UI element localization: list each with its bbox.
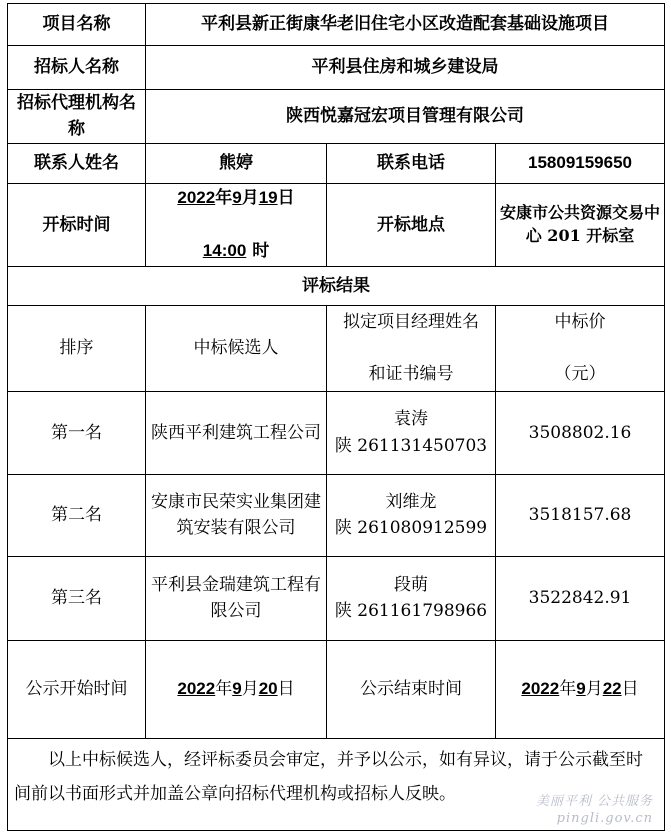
opening-year-unit: 年 xyxy=(215,188,233,209)
opening-date xyxy=(149,185,323,211)
price-header-line2: （元） xyxy=(554,364,606,385)
publicity-end-month-unit: 月 xyxy=(585,679,603,700)
manager-header xyxy=(327,305,496,391)
manager-cell xyxy=(327,556,496,640)
phone-label: 联系电话 xyxy=(327,143,496,183)
price-cell: 3518157.68 xyxy=(496,474,665,556)
bid-result-table xyxy=(7,3,665,831)
table-row xyxy=(8,474,665,556)
tenderer-row xyxy=(8,46,665,90)
agency-label: 招标代理机构名称 xyxy=(8,90,146,144)
publicity-start-label: 公示开始时间 xyxy=(8,640,146,738)
contact-row xyxy=(8,143,665,183)
notice-text: 以上中标候选人，经评标委员会审定，并予以公示，如有异议，请于公示截至时间前以书面形式并加盖公章向招标代理机构或招标人反映。 xyxy=(8,738,665,830)
publicity-start-month: 9 xyxy=(232,679,242,699)
opening-day-unit: 日 xyxy=(277,188,295,209)
rank-cell: 第二名 xyxy=(8,474,146,556)
company-cell: 安康市民荣实业集团建筑安装有限公司 xyxy=(146,474,327,556)
table-row xyxy=(8,556,665,640)
opening-month: 9 xyxy=(232,188,242,208)
phone-number: 15809159650 xyxy=(496,143,665,183)
publicity-end-date xyxy=(496,640,665,738)
publicity-end-month: 9 xyxy=(576,679,586,699)
price-cell: 3522842.91 xyxy=(496,556,665,640)
manager-name: 袁涛 xyxy=(394,409,428,430)
contact-name: 熊婷 xyxy=(146,143,327,183)
manager-header-line2: 和证书编号 xyxy=(368,364,454,385)
publicity-end-year: 2022 xyxy=(521,679,560,699)
publicity-start-month-unit: 月 xyxy=(241,679,259,700)
manager-cert: 陕 261080912599 xyxy=(334,518,488,539)
price-header xyxy=(496,305,665,391)
price-header-line1: 中标价 xyxy=(554,311,606,332)
opening-month-unit: 月 xyxy=(241,188,259,209)
watermark-line1: 美丽平利 公共服务 xyxy=(535,794,653,810)
manager-cert: 陕 261161798966 xyxy=(334,601,488,622)
manager-cell xyxy=(327,474,496,556)
opening-time-label: 开标时间 xyxy=(8,183,146,266)
opening-day: 19 xyxy=(258,188,278,208)
opening-year: 2022 xyxy=(177,188,216,208)
publicity-end-day-unit: 日 xyxy=(621,679,639,700)
publicity-row xyxy=(8,640,665,738)
watermark-line2: pingli.gov.cn xyxy=(556,811,653,827)
candidate-header: 中标候选人 xyxy=(146,305,327,391)
opening-clock: 14:00 xyxy=(202,240,247,260)
publicity-end-label: 公示结束时间 xyxy=(327,640,496,738)
watermark xyxy=(536,794,653,828)
manager-cert: 陕 261131450703 xyxy=(334,435,488,456)
opening-clock-line xyxy=(149,238,323,264)
opening-place-label: 开标地点 xyxy=(327,183,496,266)
opening-place: 安康市公共资源交易中心 201 开标室 xyxy=(496,183,665,266)
results-section-title: 评标结果 xyxy=(8,266,665,305)
results-title-row xyxy=(8,266,665,305)
contact-label: 联系人姓名 xyxy=(8,143,146,183)
publicity-start-date xyxy=(146,640,327,738)
company-cell: 平利县金瑞建筑工程有限公司 xyxy=(146,556,327,640)
table-row xyxy=(8,391,665,474)
publicity-start-year-unit: 年 xyxy=(215,679,233,700)
opening-time xyxy=(146,183,327,266)
opening-row xyxy=(8,183,665,266)
publicity-start-day: 20 xyxy=(258,679,278,699)
publicity-end-year-unit: 年 xyxy=(559,679,577,700)
publicity-start-day-unit: 日 xyxy=(277,679,295,700)
company-cell: 陕西平利建筑工程公司 xyxy=(146,391,327,474)
rank-cell: 第一名 xyxy=(8,391,146,474)
opening-clock-unit: 时 xyxy=(252,240,270,261)
price-cell: 3508802.16 xyxy=(496,391,665,474)
project-label: 项目名称 xyxy=(8,4,146,46)
rank-cell: 第三名 xyxy=(8,556,146,640)
manager-header-line1: 拟定项目经理姓名 xyxy=(343,311,479,332)
manager-cell xyxy=(327,391,496,474)
agency-row xyxy=(8,90,665,144)
publicity-end-day: 22 xyxy=(602,679,622,699)
results-header-row xyxy=(8,305,665,391)
project-row xyxy=(8,4,665,46)
agency-name: 陕西悦嘉冠宏项目管理有限公司 xyxy=(146,90,665,144)
project-name: 平利县新正街康华老旧住宅小区改造配套基础设施项目 xyxy=(146,4,665,46)
publicity-start-year: 2022 xyxy=(177,679,216,699)
tenderer-label: 招标人名称 xyxy=(8,46,146,90)
rank-header: 排序 xyxy=(8,305,146,391)
tenderer-name: 平利县住房和城乡建设局 xyxy=(146,46,665,90)
manager-name: 段萌 xyxy=(394,574,428,595)
manager-name: 刘维龙 xyxy=(385,491,437,512)
